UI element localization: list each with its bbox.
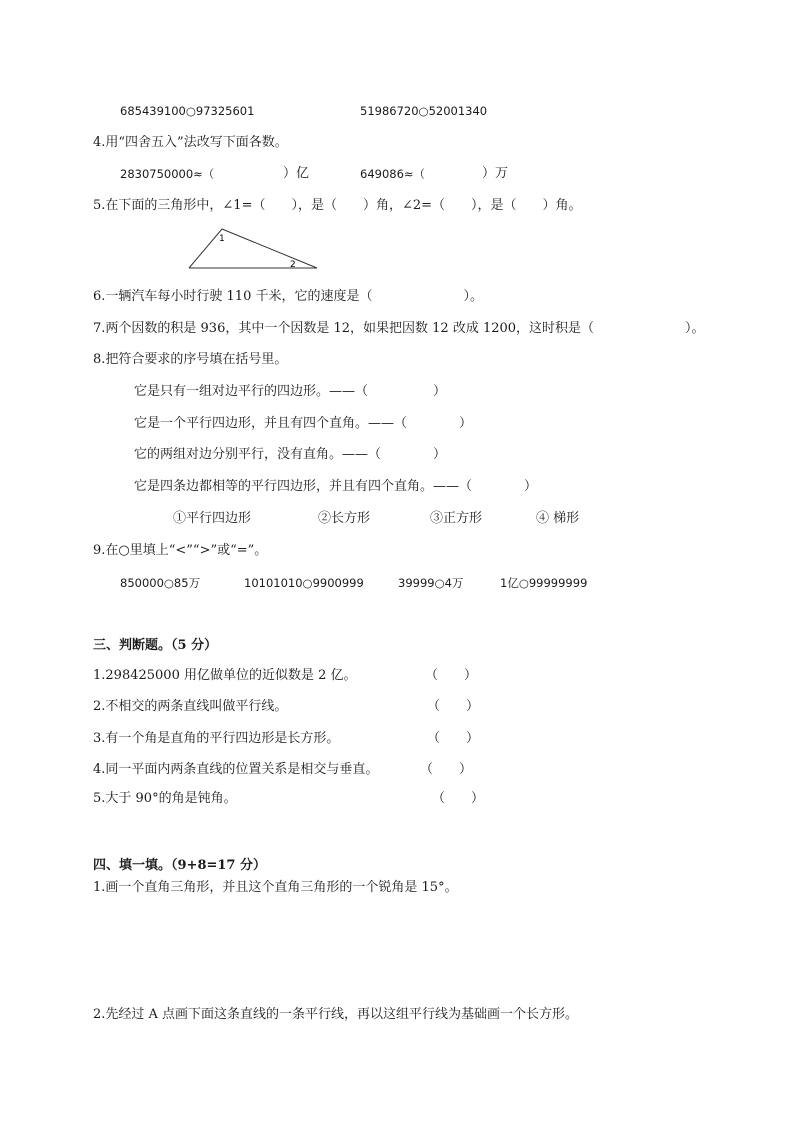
judge-item-2-mark: （ ） — [427, 699, 480, 714]
fill-item-1: 1.画一个直角三角形，并且这个直角三角形的一个锐角是 15°。 — [93, 880, 458, 895]
judge-item-4: 4.同一平面内两条直线的位置关系是相交与垂直。 — [93, 762, 379, 777]
q8-item-3: 它的两组对边分别平行，没有直角。——（ ） — [134, 447, 447, 462]
section-4-title: 四、填一填。（9+8=17 分） — [93, 858, 266, 873]
q8-item-4: 它是四条边都相等的平行四边形，并且有四个直角。——（ ） — [134, 479, 538, 494]
q8-option-3: ③正方形 — [430, 511, 483, 526]
question-9: 9.在○里填上“<”“>”或“=”。 — [93, 543, 268, 558]
judge-item-3-mark: （ ） — [427, 731, 480, 746]
question-5: 5.在下面的三角形中，∠1=（ ），是（ ）角，∠2=（ ），是（ ）角。 — [93, 198, 582, 213]
q4-item-a-left: 2830750000≈（ — [120, 167, 215, 181]
q9-item-2: 10101010○9900999 — [244, 576, 364, 590]
judge-item-3: 3.有一个角是直角的平行四边形是长方形。 — [93, 731, 340, 746]
q9-item-4: 1亿○99999999 — [500, 576, 588, 590]
q4-item-b-right: ）万 — [482, 166, 509, 181]
triangle-angle-1-label: 1 — [219, 234, 225, 244]
q8-item-1: 它是只有一组对边平行的四边形。——（ ） — [134, 384, 447, 399]
section-3-title: 三、判断题。（5 分） — [93, 638, 218, 653]
q9-item-1: 850000○85万 — [120, 576, 201, 590]
triangle-angle-2-label: 2 — [290, 260, 296, 270]
triangle-figure — [185, 225, 325, 275]
judge-item-5: 5.大于 90°的角是钝角。 — [93, 791, 237, 806]
question-6: 6.一辆汽车每小时行驶 110 千米，它的速度是（ ）。 — [93, 289, 483, 304]
judge-item-4-mark: （ ） — [420, 762, 473, 777]
judge-item-2: 2.不相交的两条直线叫做平行线。 — [93, 699, 288, 714]
q8-option-4: ④ 梯形 — [536, 511, 580, 526]
q9-item-3: 39999○4万 — [398, 576, 464, 590]
q8-option-2: ②长方形 — [318, 511, 371, 526]
compare-item-2: 51986720○52001340 — [360, 104, 488, 118]
q4-item-a-right: ）亿 — [283, 166, 310, 181]
judge-item-1: 1.298425000 用亿做单位的近似数是 2 亿。 — [93, 668, 357, 683]
fill-item-2: 2.先经过 A 点画下面这条直线的一条平行线，再以这组平行线为基础画一个长方形。 — [93, 1007, 579, 1022]
question-4: 4.用“四舍五入”法改写下面各数。 — [93, 135, 288, 150]
question-7: 7.两个因数的积是 936，其中一个因数是 12，如果把因数 12 改成 1200，这时积是（ ）。 — [93, 321, 705, 336]
judge-item-1-mark: （ ） — [425, 668, 478, 683]
q8-item-2: 它是一个平行四边形，并且有四个直角。——（ ） — [134, 416, 473, 431]
judge-item-5-mark: （ ） — [432, 791, 485, 806]
q8-option-1: ①平行四边形 — [173, 511, 252, 526]
q4-item-b-left: 649086≈（ — [360, 167, 426, 181]
question-8: 8.把符合要求的序号填在括号里。 — [93, 352, 288, 367]
compare-item-1: 685439100○97325601 — [120, 104, 255, 118]
